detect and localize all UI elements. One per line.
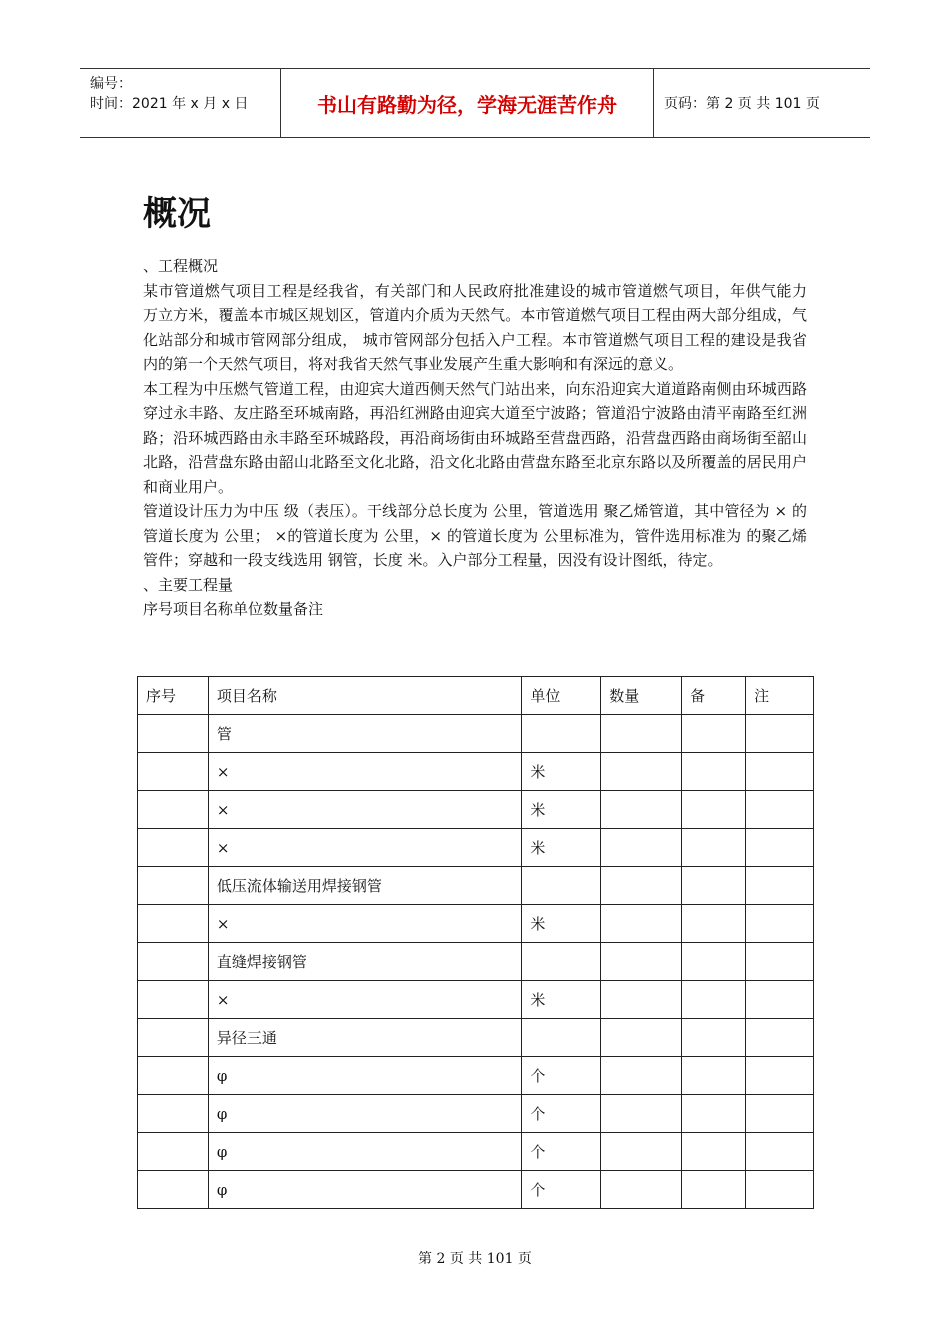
cell-remark-a (682, 1171, 746, 1209)
cell-unit: 个 (522, 1095, 601, 1133)
cell-remark-a (682, 1057, 746, 1095)
doc-number-label: 编号： (90, 76, 132, 92)
cell-unit (522, 1019, 601, 1057)
cell-remark-a: 备 (682, 677, 746, 715)
cell-item-name: φ (208, 1133, 521, 1171)
cell-item-name: φ (208, 1171, 521, 1209)
quantities-table-body (138, 677, 814, 1209)
section-heading-overview: 、工程概况 (143, 257, 219, 275)
cell-item-name: φ (208, 1095, 521, 1133)
cell-unit: 米 (522, 905, 601, 943)
cell-remark-a (682, 943, 746, 981)
cell-unit: 米 (522, 829, 601, 867)
cell-remark-b (746, 867, 814, 905)
cell-quantity (601, 715, 682, 753)
cell-index (138, 867, 209, 905)
cell-remark-b (746, 905, 814, 943)
cell-remark-a (682, 829, 746, 867)
page-title: 概况 (143, 194, 211, 234)
cell-index (138, 829, 209, 867)
table-header-row (138, 677, 814, 715)
table-row (138, 1095, 814, 1133)
cell-unit: 米 (522, 753, 601, 791)
cell-remark-b (746, 791, 814, 829)
header-page-cell (654, 69, 870, 137)
cell-quantity (601, 981, 682, 1019)
cell-unit: 单位 (522, 677, 601, 715)
table-row (138, 905, 814, 943)
table-row (138, 1019, 814, 1057)
cell-item-name: × (208, 905, 521, 943)
cell-remark-a (682, 753, 746, 791)
cell-unit: 个 (522, 1171, 601, 1209)
cell-remark-b (746, 753, 814, 791)
table-row (138, 1171, 814, 1209)
cell-quantity (601, 829, 682, 867)
table-row (138, 829, 814, 867)
quantities-table (137, 676, 814, 1209)
table-row (138, 943, 814, 981)
cell-remark-b (746, 981, 814, 1019)
cell-remark-b (746, 1095, 814, 1133)
table-row (138, 791, 814, 829)
cell-item-name: × (208, 981, 521, 1019)
cell-remark-a (682, 905, 746, 943)
cell-quantity (601, 905, 682, 943)
table-row (138, 753, 814, 791)
cell-index (138, 905, 209, 943)
cell-remark-b (746, 829, 814, 867)
header-motto-cell (281, 69, 654, 137)
cell-remark-b (746, 1057, 814, 1095)
cell-quantity (601, 753, 682, 791)
cell-quantity (601, 1133, 682, 1171)
table-row (138, 867, 814, 905)
paragraph-project-intro: 某市管道燃气项目工程是经我省，有关部门和人民政府批准建设的城市管道燃气项目，年供气能力 万立方米，覆盖本市城区规划区，管道内介质为天然气。本市管道燃气项目工程由两大部分组成，气化站部分和城市管网部分组成， 城市管网部分包括入户工程。本市管道燃气项目工程的建设是我省内的第一个天然气项目，将对我省天然气事业发展产生重大影响和有深远的意义。 (143, 281, 807, 373)
cell-quantity: 数量 (601, 677, 682, 715)
table-caption: 序号项目名称单位数量备注 (143, 600, 324, 618)
header-meta (80, 69, 281, 137)
cell-unit (522, 715, 601, 753)
cell-item-name: φ (208, 1057, 521, 1095)
cell-index (138, 1095, 209, 1133)
cell-quantity (601, 867, 682, 905)
cell-remark-b (746, 1019, 814, 1057)
cell-remark-b: 注 (746, 677, 814, 715)
cell-remark-a (682, 981, 746, 1019)
cell-index (138, 1019, 209, 1057)
header-motto: 书山有路勤为径，学海无涯苦作舟 (317, 92, 617, 117)
page-header (80, 68, 870, 138)
cell-quantity (601, 943, 682, 981)
cell-index (138, 715, 209, 753)
cell-quantity (601, 1019, 682, 1057)
cell-remark-b (746, 715, 814, 753)
cell-remark-a (682, 791, 746, 829)
page-footer: 第 2 页 共 101 页 (418, 1251, 532, 1267)
cell-item-name: 直缝焊接钢管 (208, 943, 521, 981)
cell-remark-b (746, 943, 814, 981)
cell-index (138, 1057, 209, 1095)
cell-remark-b (746, 1133, 814, 1171)
cell-index: 序号 (138, 677, 209, 715)
cell-index (138, 1171, 209, 1209)
cell-quantity (601, 791, 682, 829)
cell-remark-a (682, 1095, 746, 1133)
cell-remark-a (682, 1133, 746, 1171)
paragraph-pipeline-route: 本工程为中压燃气管道工程，由迎宾大道西侧天然气门站出来，向东沿迎宾大道道路南侧由环城西路穿过永丰路、友庄路至环城南路，再沿红洲路由迎宾大道至宁波路；管道沿宁波路由清平南路至红洲路；沿环城西路由永丰路至环城路段，再沿商场街由环城路至营盘西路，沿营盘西路由商场街至韶山北路，沿营盘东路由韶山北路至文化北路，沿文化北路由营盘东路至北京东路以及所覆盖的居民用户和商业用户。 (143, 379, 807, 496)
cell-item-name: × (208, 829, 521, 867)
cell-index (138, 981, 209, 1019)
cell-quantity (601, 1171, 682, 1209)
cell-unit: 米 (522, 791, 601, 829)
cell-index (138, 943, 209, 981)
paragraph-design-pressure: 管道设计压力为中压 级（表压）。干线部分总长度为 公里，管道选用 聚乙烯管道，其中管径为 × 的管道长度为 公里； ×的管道长度为 公里，× 的管道长度为 公里标准为，管件选用标准为 的聚乙烯管件；穿越和一段支线选用 钢管，长度 米。入户部分工程量，因没有设计图纸，待定。 (143, 502, 807, 569)
cell-remark-a (682, 867, 746, 905)
header-page-label: 页码：第 2 页 共 101 页 (664, 96, 820, 112)
cell-remark-a (682, 715, 746, 753)
cell-unit: 个 (522, 1133, 601, 1171)
cell-quantity (601, 1057, 682, 1095)
table-row (138, 1133, 814, 1171)
cell-item-name: 低压流体输送用焊接钢管 (208, 867, 521, 905)
section-heading-quantities: 、主要工程量 (143, 575, 234, 594)
cell-item-name: 项目名称 (208, 677, 521, 715)
body-text (143, 254, 807, 622)
cell-unit (522, 867, 601, 905)
cell-index (138, 753, 209, 791)
cell-remark-a (682, 1019, 746, 1057)
table-row (138, 981, 814, 1019)
cell-unit: 米 (522, 981, 601, 1019)
cell-unit (522, 943, 601, 981)
cell-item-name: × (208, 791, 521, 829)
doc-date-label: 时间：2021 年 x 月 x 日 (90, 96, 249, 112)
cell-quantity (601, 1095, 682, 1133)
cell-item-name: 管 (208, 715, 521, 753)
cell-item-name: × (208, 753, 521, 791)
cell-item-name: 异径三通 (208, 1019, 521, 1057)
table-row (138, 1057, 814, 1095)
cell-index (138, 791, 209, 829)
cell-remark-b (746, 1171, 814, 1209)
table-row (138, 715, 814, 753)
cell-unit: 个 (522, 1057, 601, 1095)
cell-index (138, 1133, 209, 1171)
